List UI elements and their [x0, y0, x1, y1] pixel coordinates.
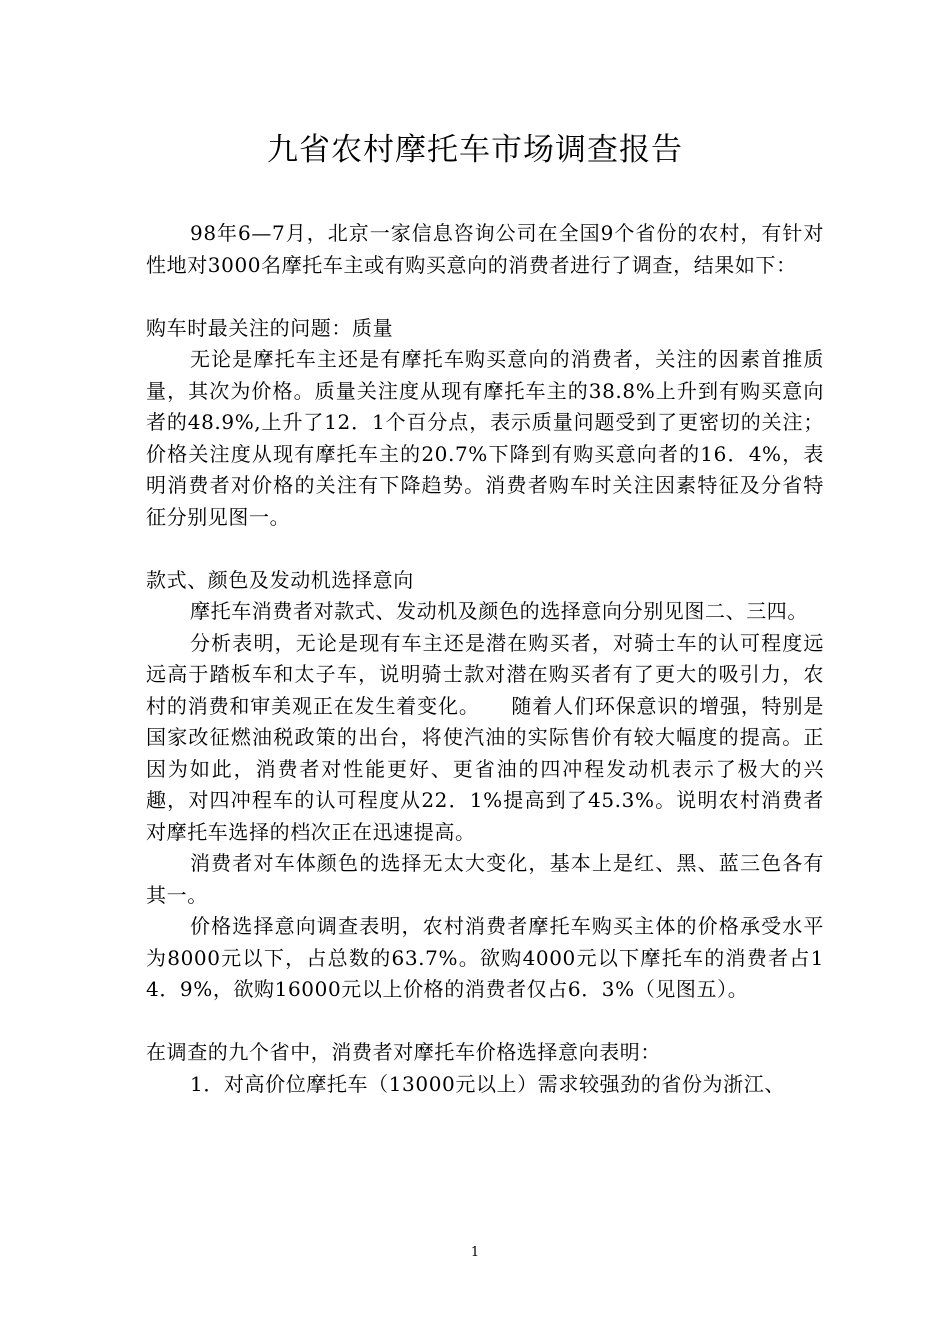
document-title: 九省农村摩托车市场调查报告	[267, 132, 683, 168]
section-spacer	[146, 281, 824, 313]
style-paragraph-3: 消费者对车体颜色的选择无太大变化，基本上是红、黑、蓝三色各有其一。	[146, 851, 824, 907]
section-heading-style: 款式、颜色及发动机选择意向	[146, 567, 414, 592]
style-paragraph-1: 摩托车消费者对款式、发动机及颜色的选择意向分别见图二、三四。	[190, 599, 808, 623]
style-paragraph-2: 分析表明，无论是现有车主还是潜在购买者，对骑士车的认可程度远远高于踏板车和太子车，说明骑士款对潜在购买者有了更大的吸引力，农村的消费和审美观正在发生着变化。 随着人们环保意识的增强，特别是国家改征燃油税政策的出台，将使汽油的实际售价有较大幅度的提高。正因为如此，消费者对性能更好、更省油的四冲程发动机表示了极大的兴趣，对四冲程车的认可程度从22．1%提高到了45.3%。说明农村消费者对摩托车选择的档次正在迅速提高。	[146, 630, 824, 844]
quality-paragraph: 无论是摩托车主还是有摩托车购买意向的消费者，关注的因素首推质量，其次为价格。质量关注度从现有摩托车主的38.8%上升到有购买意向者的48.9%,上升了12．1个百分点，表示质量问题受到了更密切的关注；价格关注度从现有摩托车主的20.7%下降到有购买意向者的16．4%，表明消费者对价格的关注有下降趋势。消费者购车时关注因素特征及分省特征分别见图一。	[146, 347, 824, 529]
intro-paragraph: 98年6—7月，北京一家信息咨询公司在全国9个省份的农村，有针对性地对3000名摩托车主或有购买意向的消费者进行了调查，结果如下：	[146, 221, 824, 277]
section-heading-provinces: 在调查的九个省中，消费者对摩托车价格选择意向表明：	[146, 1040, 661, 1064]
section-spacer	[146, 533, 824, 565]
provinces-paragraph-1: 1．对高价位摩托车（13000元以上）需求较强劲的省份为浙江、	[190, 1071, 785, 1096]
section-heading-quality: 购车时最关注的问题：质量	[146, 315, 394, 340]
section-spacer	[146, 1006, 824, 1038]
style-paragraph-4: 价格选择意向调查表明，农村消费者摩托车购买主体的价格承受水平为8000元以下，占总数的63.7%。欲购4000元以下摩托车的消费者占14．9%，欲购16000元以上价格的消费者仅占6．3%（见图五）。	[146, 914, 824, 1001]
document-body	[146, 218, 824, 1100]
page-number: 1	[470, 1245, 480, 1260]
